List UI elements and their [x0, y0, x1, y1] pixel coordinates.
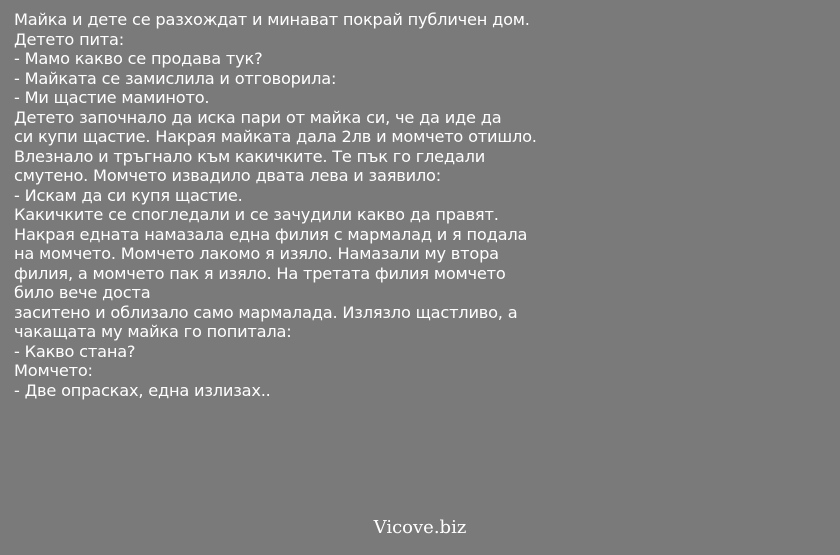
joke-line: Момчето:	[14, 361, 93, 380]
joke-line: - Ми щастие маминото.	[14, 88, 210, 107]
joke-line: - Какво стана?	[14, 341, 136, 361]
site-watermark: Vicove.biz	[373, 517, 467, 538]
joke-line: - Две опрасках, една излизах..	[14, 380, 271, 400]
joke-text	[14, 10, 614, 400]
joke-line: филия, а момчето пак я изяло. На третата филия момчето	[14, 263, 506, 283]
joke-line: Майка и дете се разхождат и минават покрай публичен дом.	[14, 10, 530, 29]
joke-line: смутено. Момчето извадило двата лева и заявило:	[14, 166, 441, 185]
joke-line: - Майката се замислила и отговорила:	[14, 68, 337, 88]
joke-line: било вече доста	[14, 283, 151, 302]
joke-line: си купи щастие. Накрая майката дала 2лв и момчето отишло.	[14, 127, 537, 146]
joke-line: Детето започнало да иска пари от майка си, че да иде да	[14, 107, 502, 127]
joke-line: Какичките се спогледали и се зачудили какво да правят.	[14, 205, 499, 224]
joke-line: - Мамо какво се продава тук?	[14, 49, 263, 68]
joke-line: Накрая едната намазала една филия с мармалад и я подала	[14, 224, 528, 244]
joke-line: заситено и облизало само мармалада. Излязло щастливо, а	[14, 302, 518, 322]
joke-line: Влезнало и тръгнало към какичките. Те пък го гледали	[14, 146, 486, 166]
joke-line: на момчето. Момчето лакомо я изяло. Намазали му втора	[14, 244, 499, 263]
joke-line: чакащата му майка го попитала:	[14, 322, 292, 341]
joke-line: Детето пита:	[14, 29, 124, 49]
joke-line: - Искам да си купя щастие.	[14, 185, 243, 205]
